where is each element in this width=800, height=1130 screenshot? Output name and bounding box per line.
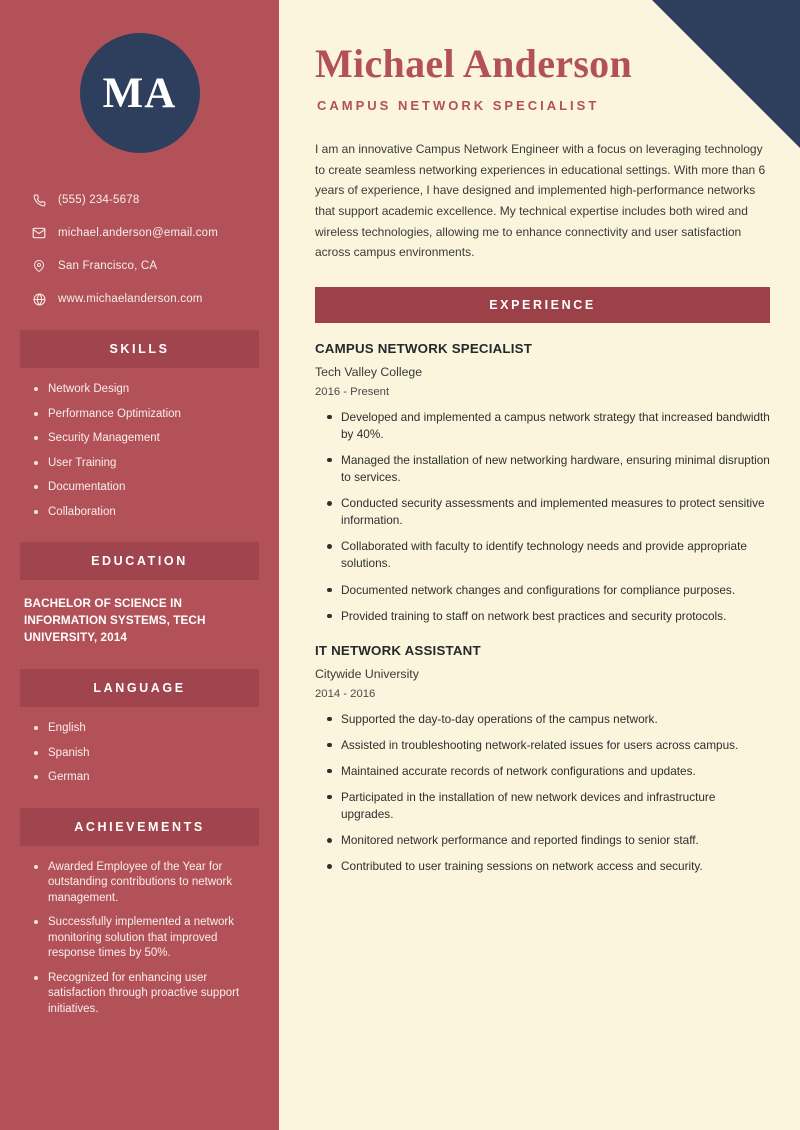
skills-list bbox=[20, 382, 259, 520]
list-item: Successfully implemented a network monitoring solution that improved response times by 50%. bbox=[34, 915, 259, 962]
header-job-title: CAMPUS NETWORK SPECIALIST bbox=[317, 98, 600, 113]
experience-entry bbox=[315, 341, 770, 625]
job-role: CAMPUS NETWORK SPECIALIST bbox=[315, 340, 533, 356]
sidebar-section-header-skills bbox=[20, 330, 259, 368]
list-item: Spanish bbox=[34, 746, 259, 762]
list-item: Collaborated with faculty to identify technology needs and provide appropriate solutions. bbox=[325, 538, 770, 572]
avatar bbox=[80, 33, 200, 153]
summary-paragraph: I am an innovative Campus Network Engineer with a focus on leveraging technology to create seamless networking experiences in educational settings. With more than 6 years of experience, I have designed and implemented high-performance networks that support academic excellence. My technical expertise includes both wired and wireless technologies, allowing me to enhance connectivity and user satisfaction across campus environments. bbox=[315, 142, 766, 260]
envelope-icon bbox=[28, 224, 50, 242]
contact-phone-text: (555) 234-5678 bbox=[58, 194, 140, 206]
job-bullet-list bbox=[315, 409, 770, 625]
list-item: Awarded Employee of the Year for outstanding contributions to network management. bbox=[34, 860, 259, 907]
page-title: Michael Anderson bbox=[315, 41, 633, 86]
avatar-initials: MA bbox=[102, 69, 177, 117]
education-title: EDUCATION bbox=[91, 554, 188, 569]
globe-icon bbox=[28, 290, 50, 308]
bottom-spacer bbox=[315, 884, 770, 914]
language-list bbox=[20, 721, 259, 786]
main-content bbox=[287, 0, 800, 1130]
list-item: English bbox=[34, 721, 259, 737]
skills-title: SKILLS bbox=[109, 342, 170, 356]
list-item: Supported the day-to-day operations of the campus network. bbox=[325, 711, 770, 728]
sidebar-section-header-education bbox=[20, 542, 259, 580]
list-item: Documented network changes and configurations for compliance purposes. bbox=[325, 582, 770, 599]
job-role: IT NETWORK ASSISTANT bbox=[315, 642, 481, 658]
contact-item-email[interactable] bbox=[28, 224, 259, 242]
main-section-header-experience bbox=[315, 287, 770, 323]
education-text: BACHELOR OF SCIENCE IN INFORMATION SYSTEMS, TECH UNIVERSITY, 2014 bbox=[24, 597, 206, 645]
job-dates: 2016 - Present bbox=[315, 385, 390, 398]
job-dates: 2014 - 2016 bbox=[315, 687, 376, 700]
location-pin-icon bbox=[28, 257, 50, 275]
list-item: User Training bbox=[34, 456, 259, 472]
list-item: Conducted security assessments and implemented measures to protect sensitive information. bbox=[325, 495, 770, 529]
list-item: Participated in the installation of new network devices and infrastructure upgrades. bbox=[325, 789, 770, 823]
list-item: Managed the installation of new networking hardware, ensuring minimal disruption to services. bbox=[325, 452, 770, 486]
list-item: Recognized for enhancing user satisfaction through proactive support initiatives. bbox=[34, 971, 259, 1018]
contact-email-text: michael.anderson@email.com bbox=[58, 227, 219, 239]
contact-website-text: www.michaelanderson.com bbox=[58, 293, 203, 305]
experience-title: EXPERIENCE bbox=[489, 297, 596, 312]
achievements-list bbox=[20, 860, 259, 1018]
sidebar bbox=[0, 0, 279, 1130]
phone-icon bbox=[28, 191, 50, 209]
job-company: Tech Valley College bbox=[315, 364, 423, 379]
contact-location-text: San Francisco, CA bbox=[58, 260, 158, 272]
list-item: Performance Optimization bbox=[34, 407, 259, 423]
contact-item-website[interactable] bbox=[28, 290, 259, 308]
list-item: Monitored network performance and reported findings to senior staff. bbox=[325, 832, 770, 849]
list-item: Network Design bbox=[34, 382, 259, 398]
contact-item-location[interactable] bbox=[28, 257, 259, 275]
list-item: Maintained accurate records of network configurations and updates. bbox=[325, 763, 770, 780]
contact-item-phone[interactable] bbox=[28, 191, 259, 209]
sidebar-section-header-achievements bbox=[20, 808, 259, 846]
language-title: LANGUAGE bbox=[93, 681, 186, 695]
job-company: Citywide University bbox=[315, 666, 419, 681]
list-item: German bbox=[34, 770, 259, 786]
list-item: Security Management bbox=[34, 431, 259, 447]
sidebar-section-header-language bbox=[20, 669, 259, 707]
list-item: Documentation bbox=[34, 480, 259, 496]
list-item: Contributed to user training sessions on network access and security. bbox=[325, 858, 770, 875]
contact-list bbox=[20, 191, 259, 308]
experience-entry bbox=[315, 643, 770, 876]
list-item: Assisted in troubleshooting network-related issues for users across campus. bbox=[325, 737, 770, 754]
list-item: Developed and implemented a campus network strategy that increased bandwidth by 40%. bbox=[325, 409, 770, 443]
list-item: Collaboration bbox=[34, 505, 259, 521]
list-item: Provided training to staff on network best practices and security protocols. bbox=[325, 608, 770, 625]
job-bullet-list bbox=[315, 711, 770, 876]
achievements-title: ACHIEVEMENTS bbox=[74, 819, 205, 834]
